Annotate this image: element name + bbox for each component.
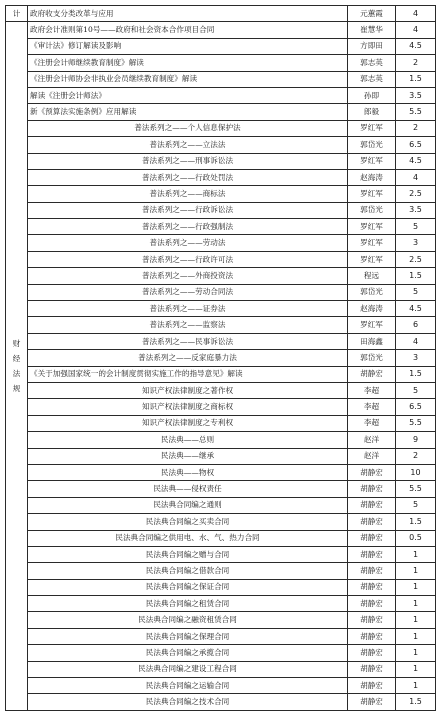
course-name: 普法系列之——行政强制法 — [28, 219, 348, 235]
table-row — [6, 415, 436, 431]
course-name: 普法系列之——劳动法 — [28, 235, 348, 251]
course-hours: 1.5 — [396, 71, 436, 87]
course-hours: 0.5 — [396, 530, 436, 546]
course-hours: 2 — [396, 120, 436, 136]
table-row — [6, 317, 436, 333]
lecturer-name: 罗红军 — [348, 120, 396, 136]
course-name: 普法系列之——行政诉讼法 — [28, 202, 348, 218]
table-row — [6, 464, 436, 480]
course-name: 民法典——总则 — [28, 432, 348, 448]
course-hours: 3.5 — [396, 87, 436, 103]
table-row — [6, 186, 436, 202]
table-row — [6, 448, 436, 464]
lecturer-name: 胡静宏 — [348, 678, 396, 694]
course-hours: 9 — [396, 432, 436, 448]
table-row — [6, 382, 436, 398]
course-name: 普法系列之——民事诉讼法 — [28, 333, 348, 349]
table-row — [6, 612, 436, 628]
course-hours: 3.5 — [396, 202, 436, 218]
course-name: 普法系列之——商标法 — [28, 186, 348, 202]
course-hours: 1 — [396, 579, 436, 595]
course-hours: 6 — [396, 317, 436, 333]
course-hours: 4 — [396, 22, 436, 38]
course-name: 普法系列之——监察法 — [28, 317, 348, 333]
course-hours: 2.5 — [396, 251, 436, 267]
course-hours: 1 — [396, 612, 436, 628]
table-row — [6, 202, 436, 218]
table-row — [6, 153, 436, 169]
table-row — [6, 481, 436, 497]
course-hours: 1.5 — [396, 514, 436, 530]
table-row — [6, 694, 436, 710]
lecturer-name: 胡静宏 — [348, 694, 396, 710]
course-name: 《注册会计师协会非执业会员继续教育制度》解读 — [28, 71, 348, 87]
course-hours: 6.5 — [396, 399, 436, 415]
course-name: 民法典合同编之运输合同 — [28, 678, 348, 694]
course-name: 民法典合同编之融资租赁合同 — [28, 612, 348, 628]
course-hours: 5 — [396, 382, 436, 398]
table-row — [6, 432, 436, 448]
course-name: 民法典合同编之借款合同 — [28, 563, 348, 579]
course-name: 普法系列之——外商投资法 — [28, 268, 348, 284]
course-name: 知识产权法律制度之著作权 — [28, 382, 348, 398]
lecturer-name: 崔慧华 — [348, 22, 396, 38]
table-row — [6, 563, 436, 579]
course-name: 民法典合同编之承揽合同 — [28, 645, 348, 661]
lecturer-name: 罗红军 — [348, 153, 396, 169]
course-name: 普法系列之——反家庭暴力法 — [28, 350, 348, 366]
course-hours: 1 — [396, 645, 436, 661]
table-row — [6, 301, 436, 317]
lecturer-name: 赵洋 — [348, 432, 396, 448]
course-name: 普法系列之——立法法 — [28, 137, 348, 153]
course-hours: 1 — [396, 661, 436, 677]
course-name: 民法典合同编之建设工程合同 — [28, 661, 348, 677]
lecturer-name: 元蕙霞 — [348, 6, 396, 22]
lecturer-name: 胡静宏 — [348, 464, 396, 480]
course-name: 民法典合同编之租赁合同 — [28, 596, 348, 612]
lecturer-name: 方即田 — [348, 38, 396, 54]
course-name: 民法典合同编之通则 — [28, 497, 348, 513]
category-cell — [6, 22, 28, 710]
category-label: 财经法规 — [12, 339, 21, 394]
table-row — [6, 137, 436, 153]
table-row — [6, 645, 436, 661]
course-name: 普法系列之——证券法 — [28, 301, 348, 317]
course-hours: 1 — [396, 678, 436, 694]
course-hours: 2.5 — [396, 186, 436, 202]
lecturer-name: 胡静宏 — [348, 514, 396, 530]
course-hours: 1 — [396, 596, 436, 612]
table-row — [6, 350, 436, 366]
table-row — [6, 530, 436, 546]
lecturer-name: 郭志英 — [348, 55, 396, 71]
lecturer-name: 胡静宏 — [348, 596, 396, 612]
course-name: 普法系列之——行政处罚法 — [28, 169, 348, 185]
table-row — [6, 104, 436, 120]
course-name: 民法典——侵权责任 — [28, 481, 348, 497]
course-hours: 3 — [396, 350, 436, 366]
top-category-cell: 计 — [6, 6, 28, 22]
table-row — [6, 546, 436, 562]
table-row — [6, 268, 436, 284]
table-row — [6, 71, 436, 87]
course-hours: 5 — [396, 219, 436, 235]
course-hours: 4 — [396, 169, 436, 185]
lecturer-name: 胡静宏 — [348, 612, 396, 628]
course-name: 知识产权法律制度之专利权 — [28, 415, 348, 431]
table-row — [6, 120, 436, 136]
table-row — [6, 284, 436, 300]
lecturer-name: 罗红军 — [348, 251, 396, 267]
lecturer-name: 胡静宏 — [348, 579, 396, 595]
course-hours: 5 — [396, 284, 436, 300]
table-row — [6, 235, 436, 251]
lecturer-name: 罗红军 — [348, 235, 396, 251]
course-hours: 1 — [396, 546, 436, 562]
course-hours: 2 — [396, 448, 436, 464]
lecturer-name: 郭志英 — [348, 71, 396, 87]
course-hours: 4.5 — [396, 301, 436, 317]
course-name: 民法典合同编之保理合同 — [28, 628, 348, 644]
lecturer-name: 胡静宏 — [348, 530, 396, 546]
course-name: 普法系列之——行政许可法 — [28, 251, 348, 267]
lecturer-name: 赵海涛 — [348, 169, 396, 185]
course-hours: 1 — [396, 563, 436, 579]
table-row — [6, 579, 436, 595]
lecturer-name: 罗红军 — [348, 317, 396, 333]
course-name: 解读《注册会计师法》 — [28, 87, 348, 103]
course-name: 民法典合同编之赠与合同 — [28, 546, 348, 562]
course-name: 政府收支分类改革与应用 — [28, 6, 348, 22]
course-table-body — [6, 6, 436, 711]
lecturer-name: 胡静宏 — [348, 661, 396, 677]
table-row — [6, 661, 436, 677]
course-name: 《注册会计师继续教育制度》解读 — [28, 55, 348, 71]
course-name: 普法系列之——劳动合同法 — [28, 284, 348, 300]
course-name: 民法典——继承 — [28, 448, 348, 464]
course-name: 《关于加强国家统一的会计制度贯彻实施工作的指导意见》解读 — [28, 366, 348, 382]
lecturer-name: 胡静宏 — [348, 628, 396, 644]
course-hours: 5.5 — [396, 481, 436, 497]
lecturer-name: 程远 — [348, 268, 396, 284]
table-row — [6, 333, 436, 349]
lecturer-name: 胡静宏 — [348, 546, 396, 562]
table-row — [6, 38, 436, 54]
course-hours: 4.5 — [396, 153, 436, 169]
course-hours: 1.5 — [396, 694, 436, 710]
lecturer-name: 胡静宏 — [348, 366, 396, 382]
course-hours: 10 — [396, 464, 436, 480]
table-row — [6, 251, 436, 267]
table-row — [6, 399, 436, 415]
course-name: 民法典合同编之保证合同 — [28, 579, 348, 595]
table-row — [6, 366, 436, 382]
course-name: 民法典合同编之技术合同 — [28, 694, 348, 710]
table-row — [6, 628, 436, 644]
course-hours: 5.5 — [396, 104, 436, 120]
course-name: 普法系列之——刑事诉讼法 — [28, 153, 348, 169]
course-name: 《审计法》修订解读及影响 — [28, 38, 348, 54]
lecturer-name: 胡静宏 — [348, 497, 396, 513]
table-row — [6, 87, 436, 103]
course-name: 新《预算法实施条例》应用解读 — [28, 104, 348, 120]
course-name: 政府会计准则第10号——政府和社会资本合作项目合同 — [28, 22, 348, 38]
table-row — [6, 497, 436, 513]
lecturer-name: 李超 — [348, 399, 396, 415]
table-row — [6, 6, 436, 22]
course-hours: 4 — [396, 333, 436, 349]
table-row — [6, 22, 436, 38]
course-hours: 1 — [396, 628, 436, 644]
lecturer-name: 孙即 — [348, 87, 396, 103]
table-row — [6, 169, 436, 185]
lecturer-name: 郎毅 — [348, 104, 396, 120]
lecturer-name: 罗红军 — [348, 186, 396, 202]
course-table — [5, 5, 436, 711]
course-hours: 5.5 — [396, 415, 436, 431]
lecturer-name: 郭岱光 — [348, 284, 396, 300]
table-row — [6, 219, 436, 235]
lecturer-name: 郭岱光 — [348, 137, 396, 153]
lecturer-name: 李超 — [348, 382, 396, 398]
table-row — [6, 55, 436, 71]
course-hours: 3 — [396, 235, 436, 251]
lecturer-name: 胡静宏 — [348, 481, 396, 497]
lecturer-name: 李超 — [348, 415, 396, 431]
table-row — [6, 596, 436, 612]
course-hours: 6.5 — [396, 137, 436, 153]
course-hours: 1.5 — [396, 366, 436, 382]
table-row — [6, 514, 436, 530]
lecturer-name: 罗红军 — [348, 219, 396, 235]
course-hours: 4.5 — [396, 38, 436, 54]
lecturer-name: 胡静宏 — [348, 563, 396, 579]
lecturer-name: 郭岱光 — [348, 350, 396, 366]
lecturer-name: 田海鑫 — [348, 333, 396, 349]
lecturer-name: 赵海涛 — [348, 301, 396, 317]
lecturer-name: 胡静宏 — [348, 645, 396, 661]
lecturer-name: 郭岱光 — [348, 202, 396, 218]
course-name: 民法典——物权 — [28, 464, 348, 480]
course-hours: 5 — [396, 497, 436, 513]
course-hours: 1.5 — [396, 268, 436, 284]
course-name: 普法系列之——个人信息保护法 — [28, 120, 348, 136]
lecturer-name: 赵洋 — [348, 448, 396, 464]
course-hours: 4 — [396, 6, 436, 22]
course-name: 知识产权法律制度之商标权 — [28, 399, 348, 415]
course-name: 民法典合同编之供用电、水、气、热力合同 — [28, 530, 348, 546]
course-hours: 2 — [396, 55, 436, 71]
course-name: 民法典合同编之买卖合同 — [28, 514, 348, 530]
